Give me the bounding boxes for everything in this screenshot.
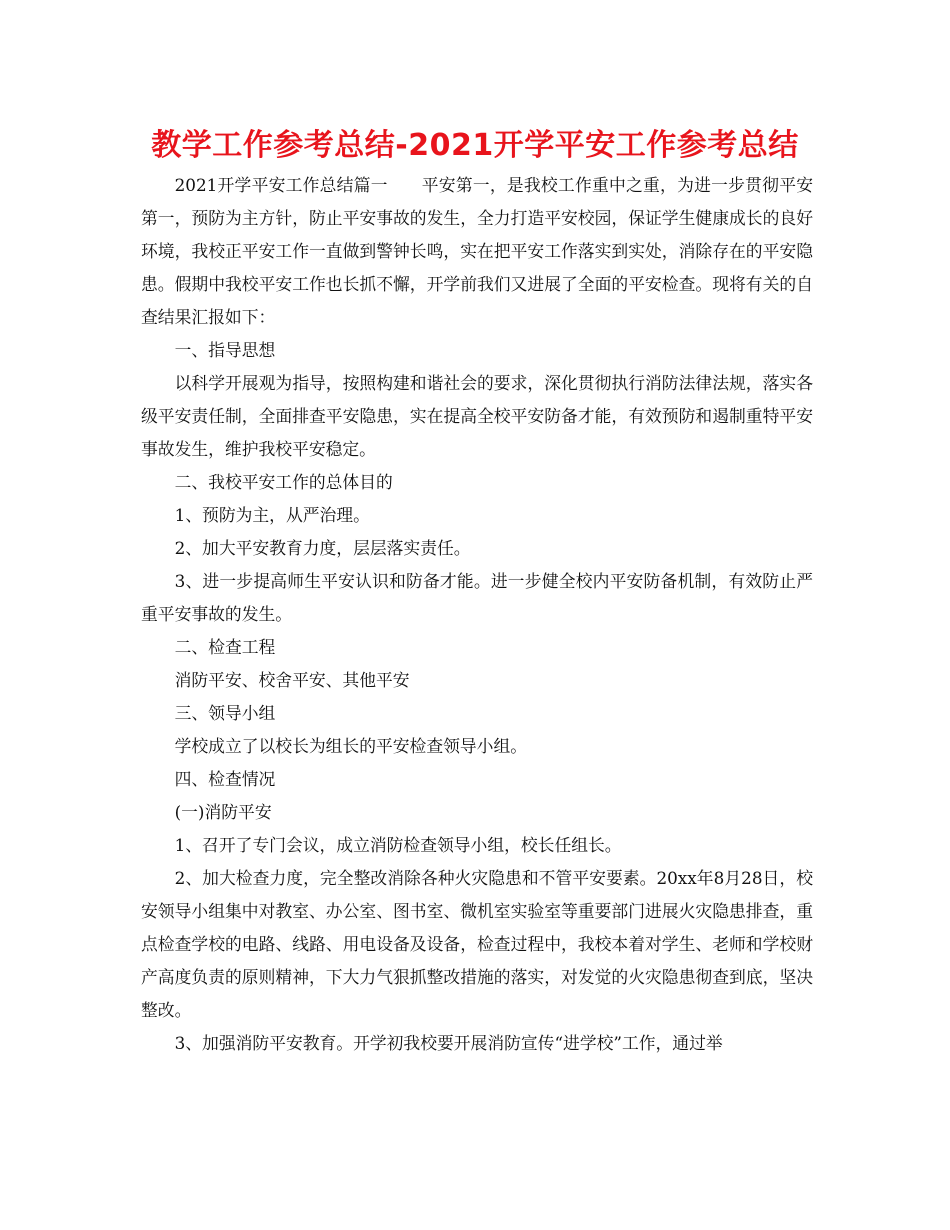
list-item-fire-3: 3、加强消防平安教育。开学初我校要开展消防宣传“进学校”工作，通过举: [174, 1033, 723, 1053]
paragraph-inspection-items: 消防平安、校舍平安、其他平安: [174, 670, 410, 690]
list-item-fire-2: 2、加大检查力度，完全整改消除各种火灾隐患和不管平安要素。20xx年8月28日，校安领导小组集中对教室、办公室、图书室、微机室实验室等重要部门进展火灾隐患排查，重点检查学校的电路、线路、用电设备及设备，检查过程中，我校本着对学生、老师和学校财产高度负责的原则精神，下大力气狠抓整改措施的落实，对发觉的火灾隐患彻查到底，坚决整改。: [141, 868, 813, 1020]
paragraph-intro: 2021开学平安工作总结篇一 平安第一，是我校工作重中之重，为进一步贯彻平安第一，预防为主方针，防止平安事故的发生，全力打造平安校园，保证学生健康成长的良好环境，我校正平安工作一直做到警钟长鸣，实在把平安工作落实到实处，消除存在的平安隐患。假期中我校平安工作也长抓不懈，开学前我们又进展了全面的平安检查。现将有关的自查结果汇报如下：: [141, 175, 813, 327]
list-item-goal-3: 3、进一步提高师生平安认识和防备才能。进一步健全校内平安防备机制，有效防止严重平安事故的发生。: [141, 571, 813, 624]
paragraph-guiding-thought: 以科学开展观为指导，按照构建和谐社会的要求，深化贯彻执行消防法律法规，落实各级平安责任制，全面排查平安隐患，实在提高全校平安防备才能，有效预防和遏制重特平安事故发生，维护我校平安稳定。: [141, 373, 813, 459]
list-item-goal-2: 2、加大平安教育力度，层层落实责任。: [174, 538, 471, 558]
heading-overall-goals: 二、我校平安工作的总体目的: [174, 472, 393, 492]
heading-leadership-group: 三、领导小组: [174, 703, 276, 723]
heading-inspection-items: 二、检查工程: [174, 637, 276, 657]
heading-inspection-status: 四、检查情况: [174, 769, 276, 789]
document-body: [141, 169, 813, 1060]
list-item-fire-1: 1、召开了专门会议，成立消防检查领导小组，校长任组长。: [174, 835, 622, 855]
subheading-fire-safety: (一)消防平安: [174, 802, 272, 822]
heading-guiding-thought: 一、指导思想: [174, 340, 276, 360]
paragraph-leadership-group: 学校成立了以校长为组长的平安检查领导小组。: [174, 736, 528, 756]
list-item-goal-1: 1、预防为主，从严治理。: [174, 505, 370, 525]
document-title: 教学工作参考总结-2021开学平安工作参考总结: [151, 128, 799, 163]
